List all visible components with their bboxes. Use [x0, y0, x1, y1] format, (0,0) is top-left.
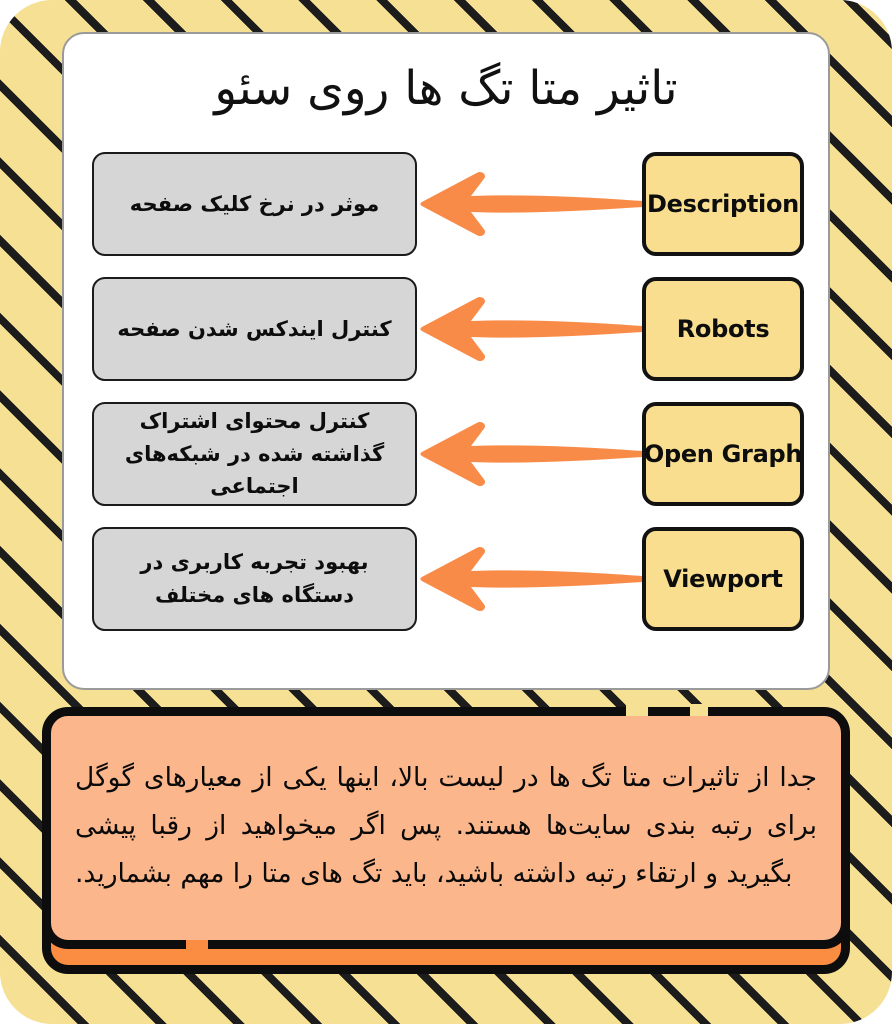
- meta-tag-box: [642, 152, 804, 256]
- effect-box: [92, 527, 417, 631]
- effect-label: بهبود تجربه کاربری در دستگاه های مختلف: [140, 550, 369, 607]
- meta-tag-box: [642, 277, 804, 381]
- effect-label: کنترل ایندکس شدن صفحه: [117, 316, 392, 341]
- meta-tag-row: [92, 152, 804, 256]
- effect-label: کنترل محتوای اشتراک گذاشته شده در شبکه‌های اجتماعی: [124, 409, 385, 499]
- meta-tag-label: Open Graph: [643, 440, 803, 468]
- meta-tag-label: Viewport: [663, 565, 783, 593]
- left-arrow-icon: [417, 420, 642, 488]
- left-arrow-icon: [417, 545, 642, 613]
- left-arrow-icon: [417, 170, 642, 238]
- note-text: جدا از تاثیرات متا تگ ها در لیست بالا، اینها یکی از معیارهای گوگل برای رتبه بندی سایت‌ها هستند. پس اگر میخواهید از رقبا پیشی بگیرید و ارتقاء رتبه داشته باشید، باید تگ های متا را مهم بشمارید.: [75, 762, 817, 889]
- meta-tag-label: Description: [647, 190, 799, 218]
- meta-tag-row: [92, 527, 804, 631]
- effect-box: [92, 402, 417, 506]
- effect-box: [92, 277, 417, 381]
- meta-tag-box: [642, 527, 804, 631]
- effect-box: [92, 152, 417, 256]
- meta-tag-label: Robots: [676, 315, 770, 343]
- note-border-dash-gap: [626, 704, 648, 716]
- note-panel: [42, 707, 850, 949]
- page-title: تاثیر متا تگ ها روی سئو: [214, 61, 678, 116]
- note-border-dash-gap: [186, 940, 208, 954]
- note-border-dash-gap: [690, 704, 708, 716]
- meta-tag-row: [92, 277, 804, 381]
- main-card: [62, 32, 830, 690]
- meta-tag-row: [92, 402, 804, 506]
- left-arrow-icon: [417, 295, 642, 363]
- meta-tag-box: [642, 402, 804, 506]
- effect-label: موثر در نرخ کلیک صفحه: [129, 191, 380, 216]
